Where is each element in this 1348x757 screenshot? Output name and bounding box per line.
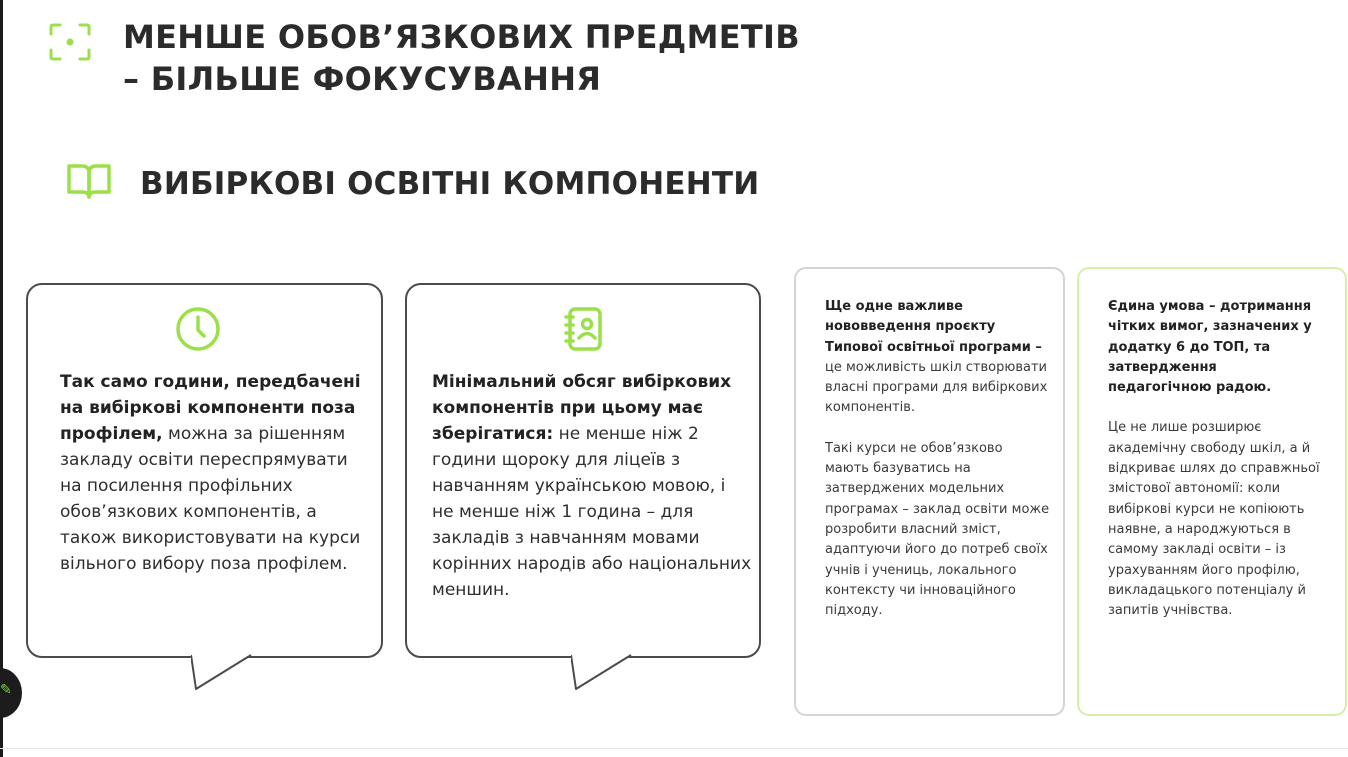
card-paragraph: Такі курси не обов’язково мають базуватись на затверджених модельних програмах – заклад освіти може розробити власний зміст, адаптуючи його до потреб своїх учнів і учениць, локального контексту чи інноваційного підходу. — [825, 440, 1050, 619]
info-card-own-programs — [794, 267, 1065, 716]
section-title: ВИБІРКОВІ ОСВІТНІ КОМПОНЕНТИ — [140, 166, 760, 202]
window-edge — [0, 0, 3, 757]
bubble-bold-text: Мінімальний обсяг вибіркових компонентів при цьому має зберігатися: — [432, 372, 732, 444]
pencil-icon: ✎ — [0, 682, 12, 698]
bubble-regular-text: можна за рішенням закладу освіти переспрямувати на посилення профільних обов’язкових компонентів, а також використовувати на курси вільного вибору поза профілем. — [60, 424, 361, 574]
bubble-tail — [191, 654, 253, 690]
book-icon — [66, 162, 112, 200]
notebook-icon — [560, 305, 608, 353]
card-paragraph — [825, 297, 1050, 419]
divider — [0, 748, 1348, 749]
page-title — [123, 16, 800, 100]
bubble-tail — [571, 654, 633, 690]
card-regular-text: це можливість шкіл створювати власні програми для вибіркових компонентів. — [825, 359, 1048, 416]
speech-bubble-minimum — [405, 283, 761, 658]
card-paragraph-bold: Єдина умова – дотримання чітких вимог, зазначених у додатку 6 до ТОП, та затвердження педагогічною радою. — [1108, 299, 1312, 396]
bubble-regular-text: не менше ніж 2 години щороку для ліцеїв з навчанням українською мовою, і не менше ніж 1 година – для закладів з навчанням мовами корінних народів або національних меншин. — [432, 424, 752, 600]
info-card-condition — [1077, 267, 1347, 716]
floating-action-button[interactable] — [0, 668, 22, 718]
card-text — [1108, 297, 1323, 641]
card-bold-text: Ще одне важливе нововведення проєкту Типової освітньої програми – — [825, 299, 1042, 355]
bubble-text — [432, 369, 752, 603]
card-text — [825, 297, 1050, 641]
card-paragraph: Це не лише розширює академічну свободу шкіл, а й відкриває шлях до справжньої змістової автономії: коли вибіркові курси не копіюють наявне, а народжуються в самому закладі освіти – із урахуванням його профілю, викладацького потенціалу й запитів учнівства. — [1108, 420, 1320, 619]
speech-bubble-hours — [26, 283, 383, 658]
bubble-bold-text: Так само години, передбачені на вибіркові компоненти поза профілем, — [60, 372, 361, 444]
page-title-line-1: МЕНШЕ ОБОВ’ЯЗКОВИХ ПРЕДМЕТІВ — [123, 18, 800, 56]
page-title-line-2: – БІЛЬШЕ ФОКУСУВАННЯ — [123, 60, 602, 98]
clock-icon — [174, 305, 222, 353]
focus-frame-icon — [48, 22, 92, 62]
bubble-text — [60, 369, 370, 577]
